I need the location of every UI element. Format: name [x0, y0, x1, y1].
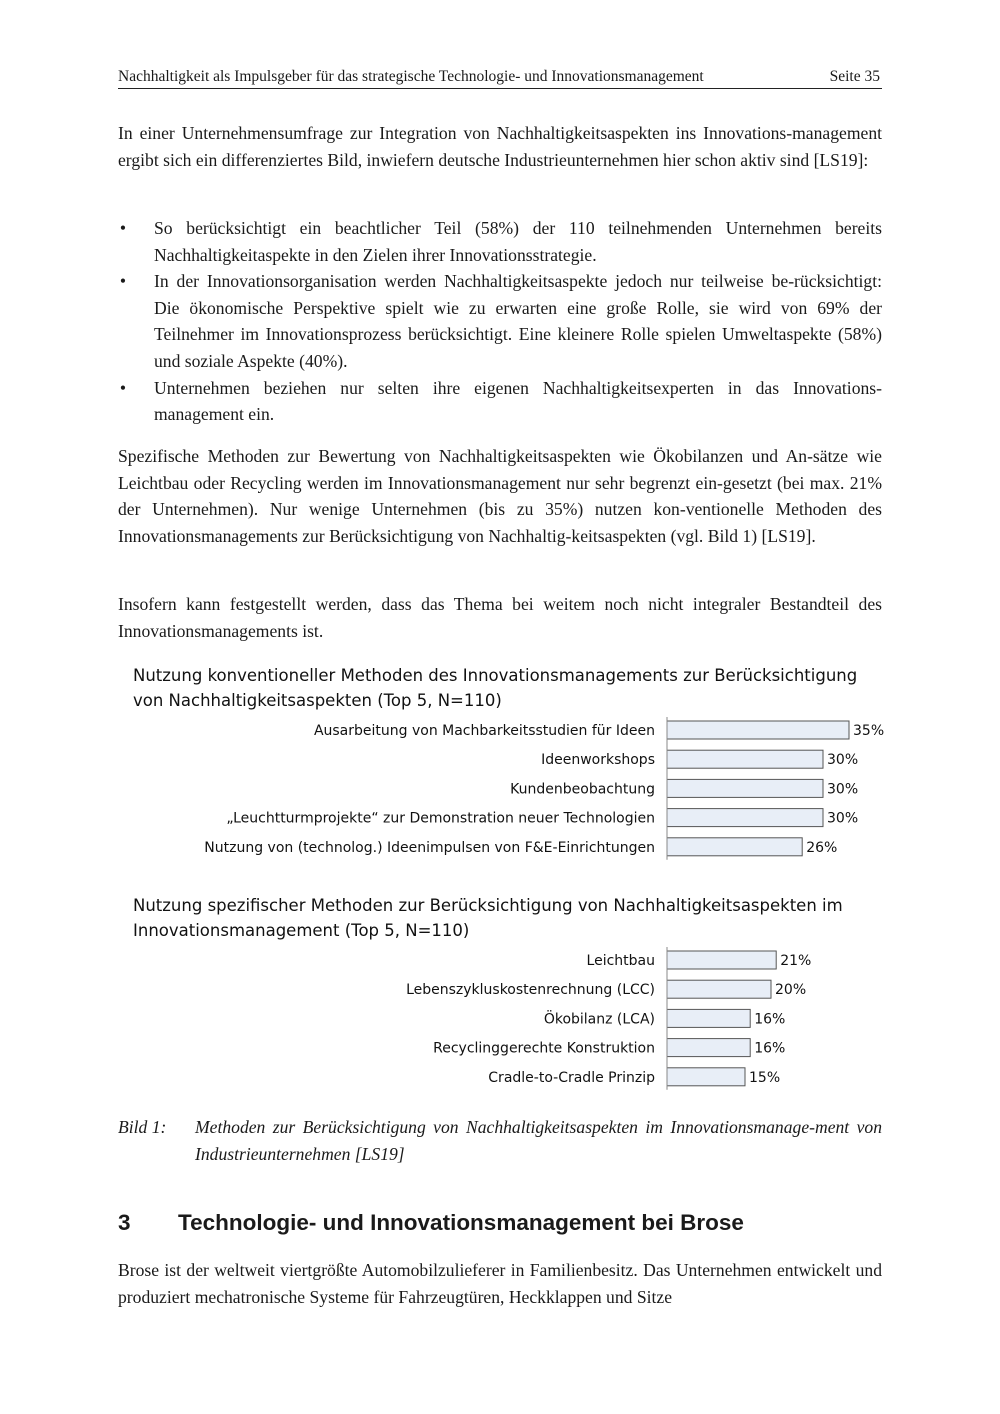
chart-1	[118, 713, 900, 863]
caption-label: Bild 1:	[118, 1117, 167, 1137]
chart-2-value-label: 21%	[780, 953, 812, 969]
chart-1-bar	[667, 750, 823, 768]
chart-2-category-label: Cradle-to-Cradle Prinzip	[488, 1069, 655, 1086]
chart-2-category-label: Ökobilanz (LCA)	[543, 1011, 655, 1028]
chart-1-title	[133, 663, 873, 713]
chart-1-bar	[667, 779, 823, 797]
chart-2-category-label: Recyclinggerechte Konstruktion	[433, 1040, 655, 1057]
section-number: 3	[118, 1210, 131, 1235]
chart-2-value-label: 16%	[754, 1040, 786, 1057]
chart-2-value-label: 15%	[749, 1069, 781, 1086]
chart-2-bar	[667, 951, 776, 969]
bullet-list	[118, 215, 882, 428]
chart-1-value-label: 30%	[827, 781, 859, 798]
chart-2	[118, 943, 900, 1093]
running-header	[118, 66, 882, 89]
bullet-text: So berücksichtigt ein beachtlicher Teil (58%) der 110 teilnehmenden Unternehmen bereits Nachhaltigkeitaspekte in den Zielen ihrer Innovationsstrategie.	[154, 218, 882, 265]
chart-1-category-label: Ausarbeitung von Machbarkeitsstudien für Ideen	[313, 723, 655, 739]
chart-2-category-label: Lebenszykluskostenrechnung (LCC)	[406, 982, 655, 999]
chart-1-bar	[667, 721, 849, 739]
paragraph-brose: Brose ist der weltweit viertgrößte Automobilzulieferer in Familienbesitz. Das Unternehmen entwickelt und produziert mechatronische Systeme für Fahrzeugtüren, Heckklappen und Sitze	[118, 1260, 882, 1307]
chart-1-bar	[667, 838, 802, 856]
section-title: Technologie- und Innovationsmanagement bei Brose	[178, 1210, 744, 1235]
chart-1-value-label: 35%	[853, 723, 885, 739]
chart-1-bar	[667, 809, 823, 827]
chart-1-category-label: „Leuchtturmprojekte“ zur Demonstration neuer Technologien	[226, 810, 655, 827]
chart-2-bar	[667, 1009, 750, 1027]
chart-2-title-line: Innovationsmanagement (Top 5, N=110)	[133, 921, 470, 940]
bullet-text: Unternehmen beziehen nur selten ihre eigenen Nachhaltigkeitsexperten in das Innovations-management ein.	[154, 377, 882, 425]
chart-1-value-label: 26%	[806, 839, 838, 856]
bullet-marker: •	[119, 218, 127, 238]
chart-2-value-label: 16%	[754, 1011, 786, 1028]
chart-2-bar	[667, 1039, 750, 1057]
bullet-text: In der Innovationsorganisation werden Nachhaltigkeitsaspekte jedoch nur teilweise be-rücksichtigt: Die ökonomische Perspektive spielt wie zu erwarten eine große Rolle, sie wird von 69% der Teilnehmer im Innovationsprozess berücksichtigt. Eine kleinere Rolle spielen Umweltaspekte (58%) und soziale Aspekte (40%).	[154, 271, 882, 371]
header-title: Nachhaltigkeit als Impulsgeber für das strategische Technologie- und Innovationsmanagement	[118, 68, 704, 85]
page-number: Seite 35	[829, 68, 880, 85]
bullet-item	[118, 375, 882, 428]
chart-1-category-label: Kundenbeobachtung	[510, 781, 655, 798]
chart-2-bar	[667, 1068, 745, 1086]
chart-1-category-label: Nutzung von (technolog.) Ideenimpulsen von F&E-Einrichtungen	[204, 839, 655, 856]
chart-2-category-label: Leichtbau	[586, 953, 655, 969]
chart-2-value-label: 20%	[775, 982, 807, 999]
chart-1-category-label: Ideenworkshops	[541, 752, 655, 769]
paragraph-methods: Spezifische Methoden zur Bewertung von Nachhaltigkeitsaspekten wie Ökobilanzen und An-sätze wie Leichtbau oder Recycling werden im Innovationsmanagement nur sehr begrenzt ein-gesetzt (bei max. 21% der Unternehmen). Nur wenige Unternehmen (bis zu 35%) nutzen kon-ventionelle Methoden des Innovationsmanagements zur Berücksichtigung von Nachhaltig-keitsaspekten (vgl. Bild 1) [LS19].	[118, 446, 882, 546]
chart-2-bar	[667, 980, 771, 998]
intro-paragraph: In einer Unternehmensumfrage zur Integration von Nachhaltigkeitsaspekten ins Innovations-management ergibt sich ein differenziertes Bild, inwiefern deutsche Industrieunternehmen hier schon aktiv sind [LS19]:	[118, 123, 882, 170]
bullet-item	[118, 268, 882, 374]
chart-2-title	[133, 893, 873, 943]
bullet-marker: •	[119, 271, 127, 292]
chart-1-title-line: Nutzung konventioneller Methoden des Innovationsmanagements zur Berücksichtigung	[133, 666, 858, 685]
chart-1-value-label: 30%	[827, 752, 859, 769]
bullet-marker: •	[119, 377, 127, 398]
bullet-item	[118, 215, 882, 268]
caption-text: Methoden zur Berücksichtigung von Nachhaltigkeitsaspekten im Innovationsmanage-ment von Industrieunternehmen [LS19]	[195, 1117, 882, 1164]
chart-2-title-line: Nutzung spezifischer Methoden zur Berücksichtigung von Nachhaltigkeitsaspekten im	[133, 896, 843, 915]
chart-1-value-label: 30%	[827, 810, 859, 827]
chart-1-title-line: von Nachhaltigkeitsaspekten (Top 5, N=110)	[133, 691, 502, 710]
paragraph-conclusion: Insofern kann festgestellt werden, dass das Thema bei weitem noch nicht integraler Bestandteil des Innovationsmanagements ist.	[118, 594, 882, 641]
